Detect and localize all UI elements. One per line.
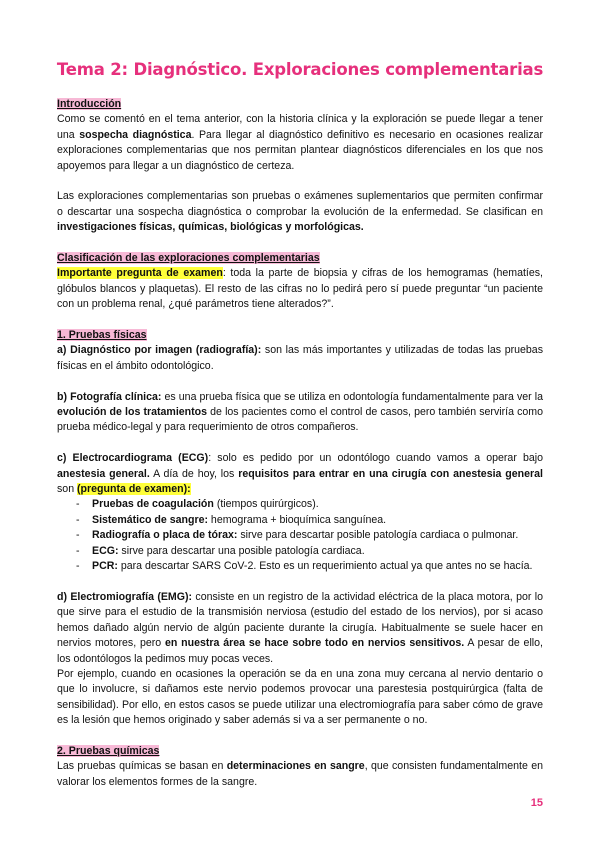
list-item: - Sistemático de sangre: hemograma + bioquímica sanguínea.	[92, 513, 543, 528]
physical-item-c: c) Electrocardiograma (ECG): solo es pedido por un odontólogo cuando vamos a operar bajo anestesia general. A día de hoy, los requisitos para entrar en una cirugía con anestesia general son (pregunta de examen):	[57, 452, 544, 496]
section-heading-classification: Clasificación de las exploraciones complementarias	[57, 252, 320, 265]
page-title: Tema 2: Diagnóstico. Exploraciones complementarias	[56, 60, 544, 79]
section-heading-intro: Introducción	[57, 98, 122, 110]
physical-item-a: a) Diagnóstico por imagen (radiografía): son las más importantes y utilizadas de todas las pruebas físicas en el ámbito odontológico.	[57, 344, 543, 372]
document-body	[57, 97, 543, 790]
chemical-paragraph: Las pruebas químicas se basan en determinaciones en sangre, que consisten fundamentalmente en valorar los elementos formes de la sangre.	[57, 760, 543, 788]
physical-item-d: d) Electromiografía (EMG): consiste en un registro de la actividad eléctrica de la placa motora, por lo que sirve para el estudio de la transmisión nerviosa (estudio del estado de los nervios), por si acaso hemos dañado algún nervio de algún paciente durante la cirugía. Habitualmente se suele hacer en nervios motores, pero en nuestra área se hace sobre todo en nervios sensitivos. A pesar de ello, los odontólogos la pedimos muy pocas veces.	[57, 590, 543, 665]
list-item: - Pruebas de coagulación (tiempos quirúrgicos).	[92, 497, 543, 512]
intro-paragraph-2: Las exploraciones complementarias son pruebas o exámenes suplementarios que permiten confirmar o descartar una sospecha diagnóstica o comprobar la evolución de la enfermedad. Se clasifican en investigaciones físicas, químicas, biológicas y morfológicas.	[57, 190, 543, 234]
page-number: 15	[530, 797, 543, 809]
list-item: - Radiografía o placa de tórax: sirve para descartar posible patología cardiaca o pulmonar.	[92, 528, 543, 543]
physical-item-d-example: Por ejemplo, cuando en ocasiones la operación se da en una zona muy cercana al nervio dentario o que lo involucre, si dañamos este nervio podemos provocar una parestesia postquirúrgica (falta de sensibilidad). Por ello, en estos casos se puede utilizar una electromiografía para saber cómo de grave es la lesión que hemos originado y saber además si va a ser permanente o no.	[57, 667, 543, 727]
exam-highlight: (pregunta de examen):	[77, 483, 191, 496]
section-heading-physical: 1. Pruebas físicas	[57, 329, 147, 342]
physical-item-b: b) Fotografía clínica: es una prueba física que se utiliza en odontología fundamentalmente para ver la evolución de los tratamientos de los pacientes como el control de casos, pero también serviría como prueba médico-legal y para requerimiento de otros compañeros.	[57, 390, 544, 434]
list-item: - PCR: para descartar SARS CoV-2. Esto es un requerimiento actual ya que antes no se hacía.	[92, 559, 543, 574]
surgery-requirements-list	[57, 497, 543, 574]
exam-note-paragraph: Importante pregunta de examen: toda la parte de biopsia y cifras de los hemogramas (hematíes, glóbulos blancos y plaquetas). El resto de las cifras no lo pedirá pero sí puede preguntar “un paciente con un problema renal, ¿qué parámetros tiene alterados?”.	[57, 267, 543, 311]
intro-paragraph-1: Como se comentó en el tema anterior, con la historia clínica y la exploración se puede llegar a tener una sospecha diagnóstica. Para llegar al diagnóstico definitivo es necesario en ocasiones realizar exploraciones complementarias que nos permitan plantear diagnósticos diferenciales en los que nos apoyemos para llegar a un diagnóstico de certeza.	[57, 113, 543, 172]
exam-highlight: Importante pregunta de examen	[57, 267, 223, 280]
section-heading-chemical: 2. Pruebas químicas	[57, 744, 160, 757]
list-item: - ECG: sirve para descartar una posible patología cardiaca.	[92, 544, 543, 559]
